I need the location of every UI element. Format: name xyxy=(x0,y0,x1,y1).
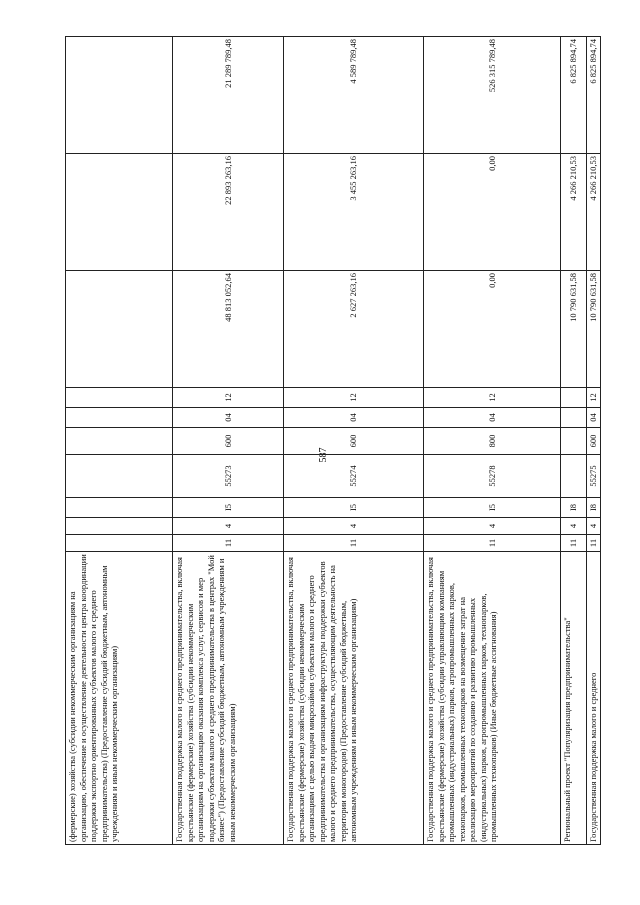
cell-amount-3: 6 825 894,74 xyxy=(587,37,601,154)
cell-code-2: 4 xyxy=(173,518,284,535)
cell-code-5 xyxy=(561,428,587,455)
cell-amount-3: 6 825 894,74 xyxy=(561,37,587,154)
row-description: Государственная поддержка малого и среднего предпринимательства, включая крестьянские (фермерские) хозяйства (субсидии некоммерческим организациям на организацию оказания комплекса услуг, сервисов и мер поддержки субъектам малого и среднего предпринимательства в центрах "Мой бизнес") (Предоставление субсидий бюджетным, автономным учреждениям и иным некоммерческим организациям) xyxy=(173,552,284,845)
cell-amount-2: 4 266 210,53 xyxy=(561,154,587,271)
cell-code-1: 11 xyxy=(561,535,587,552)
cell-code-3 xyxy=(66,498,173,518)
cell-code-3: I5 xyxy=(173,498,284,518)
cell-amount-2 xyxy=(66,154,173,271)
cell-code-5: 600 xyxy=(587,428,601,455)
cell-code-4: 55274 xyxy=(284,455,424,498)
cell-code-1: 11 xyxy=(587,535,601,552)
cell-code-4: 55278 xyxy=(424,455,561,498)
budget-table-landscape xyxy=(65,37,598,845)
cell-amount-1: 10 790 631,58 xyxy=(587,271,601,388)
cell-code-7: 12 xyxy=(587,388,601,408)
cell-code-1: 11 xyxy=(173,535,284,552)
cell-code-3: I5 xyxy=(424,498,561,518)
cell-code-6 xyxy=(561,408,587,428)
cell-code-1 xyxy=(66,535,173,552)
cell-code-2: 4 xyxy=(587,518,601,535)
table-row xyxy=(587,37,601,845)
cell-code-7: 12 xyxy=(173,388,284,408)
cell-amount-2: 0,00 xyxy=(424,154,561,271)
cell-code-3: I8 xyxy=(587,498,601,518)
cell-amount-1: 10 790 631,58 xyxy=(561,271,587,388)
row-description: Государственная поддержка малого и среднего xyxy=(587,552,601,845)
cell-code-7 xyxy=(561,388,587,408)
row-description: (фермерские) хозяйства (субсидии некоммерческим организациям на организацию, обеспечение и осуществление деятельности центра координации поддержки экспортно ориентированных субъектов малого и среднего предпринимательства) (Предоставление субсидий бюджетным, автономным учреждениям и иным некоммерческим организациям) xyxy=(66,552,173,845)
cell-code-5: 800 xyxy=(424,428,561,455)
cell-code-1: 11 xyxy=(424,535,561,552)
cell-amount-2: 3 455 263,16 xyxy=(284,154,424,271)
cell-amount-1: 2 627 263,16 xyxy=(284,271,424,388)
table-row xyxy=(284,37,424,845)
row-description: Региональный проект "Популяризация предпринимательства" xyxy=(561,552,587,845)
cell-amount-2: 22 893 263,16 xyxy=(173,154,284,271)
cell-amount-3 xyxy=(66,37,173,154)
table-row xyxy=(173,37,284,845)
page-number: 587 xyxy=(318,447,329,463)
row-description: Государственная поддержка малого и среднего предпринимательства, включая крестьянские (фермерские) хозяйства (субсидии некоммерческим организациям с целью выдачи микрозаймов субъектам малого и среднего предпринимательства и организациям инфраструктуры поддержки субъектов малого и среднего предпринимательства, осуществляющим деятельность на территории моногородов) (Предоставление субсидий бюджетным, автономным учреждениям и иным некоммерческим организациям) xyxy=(284,552,424,845)
cell-code-2 xyxy=(66,518,173,535)
cell-code-6: 04 xyxy=(424,408,561,428)
cell-amount-3: 526 315 789,48 xyxy=(424,37,561,154)
table-viewport xyxy=(65,37,598,845)
cell-code-6 xyxy=(66,408,173,428)
cell-code-2: 4 xyxy=(561,518,587,535)
cell-amount-1: 0,00 xyxy=(424,271,561,388)
cell-code-4: 55273 xyxy=(173,455,284,498)
cell-amount-1 xyxy=(66,271,173,388)
cell-code-2: 4 xyxy=(284,518,424,535)
table-row xyxy=(561,37,587,845)
budget-table xyxy=(65,36,601,845)
row-description: Государственная поддержка малого и среднего предпринимательства, включая крестьянские (фермерские) хозяйства (субсидии управляющим компаниям промышленных (индустриальных) парков, агропромышленных парков, технопарков, промышленных технопарков на возмещение затрат на реализацию мероприятий по созданию и развитию промышленных (индустриальных) парков, агропромышленных парков, технопарков, промышленных технопарков) (Иные бюджетные ассигнования) xyxy=(424,552,561,845)
cell-code-6: 04 xyxy=(284,408,424,428)
cell-code-5: 600 xyxy=(284,428,424,455)
cell-code-2: 4 xyxy=(424,518,561,535)
cell-code-3: I5 xyxy=(284,498,424,518)
cell-code-3: I8 xyxy=(561,498,587,518)
cell-code-4 xyxy=(66,455,173,498)
table-row xyxy=(424,37,561,845)
cell-code-7 xyxy=(66,388,173,408)
cell-amount-1: 48 813 052,64 xyxy=(173,271,284,388)
cell-code-4: 55275 xyxy=(587,455,601,498)
cell-amount-3: 4 589 789,48 xyxy=(284,37,424,154)
cell-code-4 xyxy=(561,455,587,498)
cell-amount-3: 21 289 789,48 xyxy=(173,37,284,154)
cell-code-6: 04 xyxy=(587,408,601,428)
cell-code-7: 12 xyxy=(424,388,561,408)
cell-code-7: 12 xyxy=(284,388,424,408)
cell-amount-2: 4 266 210,53 xyxy=(587,154,601,271)
cell-code-5: 600 xyxy=(173,428,284,455)
cell-code-1: 11 xyxy=(284,535,424,552)
table-row xyxy=(66,37,173,845)
cell-code-6: 04 xyxy=(173,408,284,428)
cell-code-5 xyxy=(66,428,173,455)
